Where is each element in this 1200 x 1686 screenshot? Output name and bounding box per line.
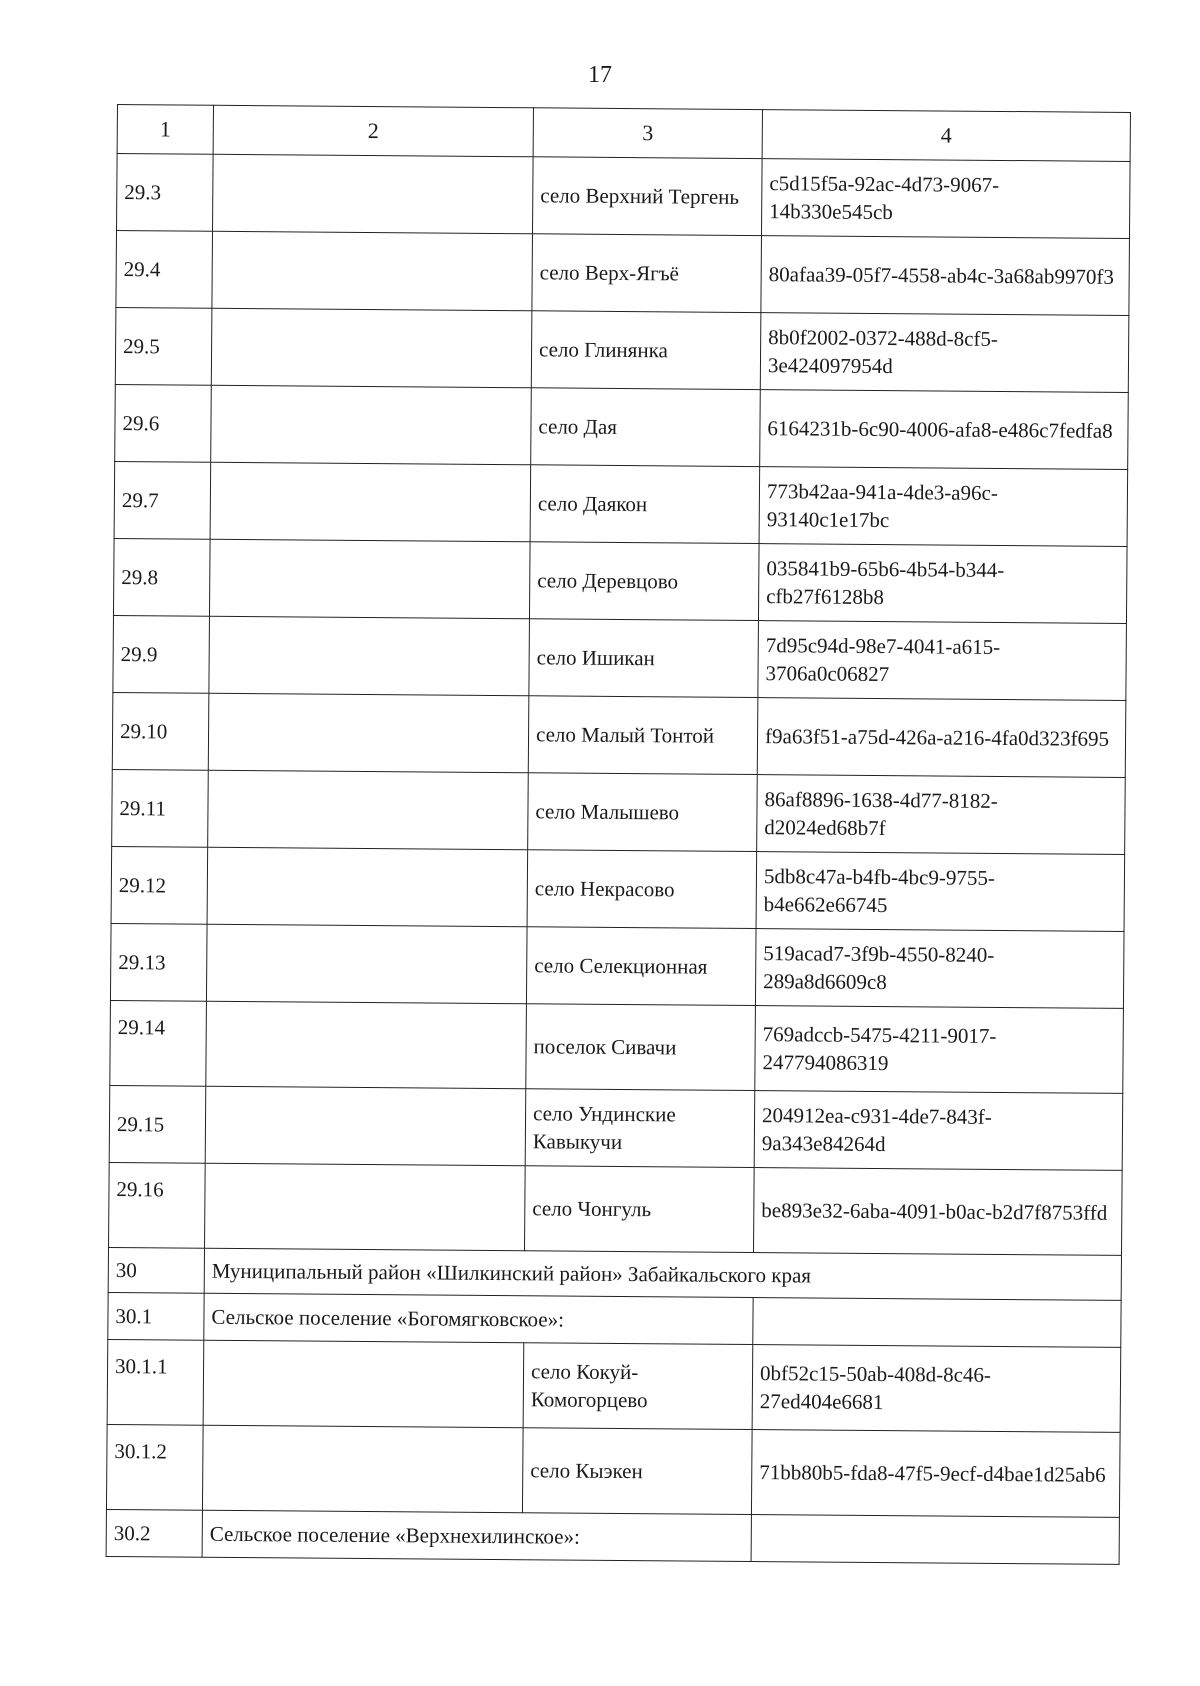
row-locality: село Дая [531,388,761,467]
row-name [212,231,533,311]
table-body-29 [109,154,1131,1256]
settlement-row [108,1292,1121,1347]
row-locality: село Ундинские Кавыкучи [525,1089,755,1168]
row-guid: 6164231b-6c90-4006-afa8-e486c7fedfa8 [760,390,1129,470]
row-name [210,462,531,542]
row-number: 29.14 [110,1000,207,1086]
settlement-number: 30.1 [108,1292,204,1340]
row-guid: 80afaa39-05f7-4558-ab4c-3a68ab9970f3 [761,236,1130,316]
row-name [205,1163,526,1251]
header-col-3: 3 [533,108,762,159]
row-number: 30.1.2 [106,1424,203,1510]
district-row [108,1247,1121,1300]
row-number: 29.16 [109,1162,206,1248]
table-row [110,1000,1124,1093]
row-name [208,693,529,773]
row-number: 29.15 [109,1085,206,1163]
row-number: 29.6 [115,384,212,462]
table-body-30-1 [106,1339,1120,1517]
row-number: 29.8 [113,538,210,616]
row-locality: село Ишикан [529,619,759,698]
row-guid: 71bb80b5-fda8-47f5-9ecf-d4bae1d25ab6 [751,1430,1120,1518]
table-row [107,1339,1121,1432]
row-name [206,924,527,1004]
row-locality: поселок Сивачи [526,1004,756,1091]
row-name [211,385,532,465]
row-guid: be893e32-6aba-4091-b0ac-b2d7f8753ffd [753,1168,1122,1256]
table-row [116,231,1130,316]
row-number: 29.9 [113,615,210,693]
row-name [209,616,530,696]
row-locality: село Глинянка [531,311,761,390]
row-locality: село Малый Тонтой [528,696,758,775]
document-table [106,104,1131,1565]
row-guid: 7d95c94d-98e7-4041-a615-3706a0c06827 [758,621,1127,701]
table-row [112,769,1126,854]
row-name [207,847,528,927]
row-locality: село Кокуй-Комогорцево [523,1343,753,1430]
row-number: 29.10 [112,692,209,770]
header-col-2: 2 [213,105,533,157]
table-row [115,384,1129,469]
district-name: Муниципальный район «Шилкинский район» Забайкальского края [204,1248,1121,1300]
table-row [109,1162,1123,1255]
row-guid: 204912ea-c931-4de7-843f-9a343e84264d [754,1091,1123,1171]
row-guid: f9a63f51-a75d-426a-a216-4fa0d323f695 [757,698,1126,778]
row-guid: 8b0f2002-0372-488d-8cf5-3e424097954d [760,313,1129,393]
row-name [202,1425,523,1513]
table-row [110,923,1124,1008]
settlement-guid-empty [753,1298,1121,1348]
table-row [113,615,1127,700]
row-guid: 86af8896-1638-4d77-8182-d2024ed68b7f [757,775,1126,855]
row-locality: село Селекционная [526,927,756,1006]
page-number: 17 [588,62,612,88]
row-locality: село Некрасово [527,850,757,929]
row-name [208,770,529,850]
row-name [203,1340,524,1428]
row-number: 29.13 [110,923,207,1001]
settlement-row [106,1509,1119,1564]
settlement-name: Сельское поселение «Верхнехилинское»: [202,1510,751,1561]
district-number: 30 [108,1247,204,1293]
row-number: 29.5 [115,307,212,385]
row-name [211,308,532,388]
settlement-guid-empty [751,1515,1119,1565]
row-name [205,1086,526,1166]
header-col-4: 4 [762,110,1130,162]
row-number: 29.11 [112,769,209,847]
row-number: 29.4 [116,231,213,309]
row-name [209,539,530,619]
table-header-row [117,105,1130,162]
row-guid: 0bf52c15-50ab-408d-8c46-27ed404e6681 [752,1345,1121,1433]
table-row [115,307,1129,392]
settlement-name: Сельское поселение «Богомягковское»: [204,1293,753,1344]
row-guid: 769adccb-5475-4211-9017-247794086319 [755,1006,1124,1094]
row-number: 29.12 [111,846,208,924]
table-row [109,1085,1123,1170]
table-row [112,692,1126,777]
row-guid: c5d15f5a-92ac-4d73-9067-14b330e545cb [761,159,1130,239]
settlement-number: 30.2 [106,1509,202,1557]
row-name [213,154,534,234]
table-row [117,154,1131,239]
row-number: 29.3 [117,154,214,232]
row-locality: село Деревцово [529,542,759,621]
row-locality: село Даякон [530,465,760,544]
row-number: 29.7 [114,461,211,539]
row-locality: село Малышево [528,773,758,852]
row-locality: село Верх-Ягъё [532,234,762,313]
table-row [106,1424,1120,1517]
row-locality: село Верхний Тергень [532,157,762,236]
row-number: 30.1.1 [107,1339,204,1425]
row-guid: 773b42aa-941a-4de3-a96c-93140c1e17bc [759,467,1128,547]
table-row [113,538,1127,623]
row-locality: село Кыэкен [522,1428,752,1515]
row-name [206,1001,527,1089]
table-row [111,846,1125,931]
table-row [114,461,1128,546]
row-locality: село Чонгуль [525,1166,755,1253]
header-col-1: 1 [117,105,213,155]
row-guid: 5db8c47a-b4fb-4bc9-9755-b4e662e66745 [756,852,1125,932]
row-guid: 519acad7-3f9b-4550-8240-289a8d6609c8 [755,929,1124,1009]
row-guid: 035841b9-65b6-4b54-b344-cfb27f6128b8 [758,544,1127,624]
